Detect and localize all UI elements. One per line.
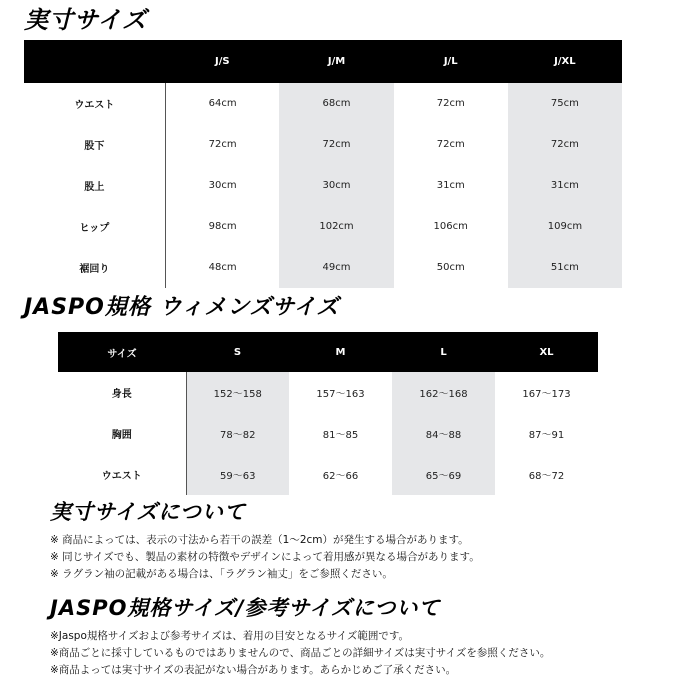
notes-title-jaspo-reference: JASPO規格サイズ/参考サイズについて bbox=[50, 596, 441, 620]
note-line: ※ 同じサイズでも、製品の素材の特徴やデザインによって着用感が異なる場合があります。 bbox=[50, 551, 480, 563]
table-cell: 167〜173 bbox=[522, 389, 571, 400]
table-row bbox=[24, 124, 622, 165]
table-cell: 152〜158 bbox=[186, 372, 289, 413]
column-header: S bbox=[186, 332, 289, 372]
section-title-actual-size: 実寸サイズ bbox=[24, 6, 148, 34]
table-row bbox=[58, 413, 598, 454]
notes-list-jaspo-reference bbox=[50, 628, 550, 679]
table-cell: 62〜66 bbox=[322, 471, 359, 482]
row-label: ウエスト bbox=[101, 471, 142, 482]
column-header bbox=[24, 40, 165, 83]
note-line: ※ ラグラン袖の記載がある場合は、「ラグラン袖丈」をご参照ください。 bbox=[50, 568, 393, 580]
row-label: 身長 bbox=[111, 389, 132, 400]
table-cell: 68〜72 bbox=[528, 471, 565, 482]
column-header: XL bbox=[495, 332, 598, 372]
table-cell: 72cm bbox=[508, 124, 622, 165]
table-header-row bbox=[58, 332, 598, 372]
table-cell: 78〜82 bbox=[186, 413, 289, 454]
note-line: ※Jaspo規格サイズおよび参考サイズは、着用の目安となるサイズ範囲です。 bbox=[50, 630, 410, 642]
table-header-row bbox=[24, 40, 622, 83]
table-cell: 106cm bbox=[433, 221, 468, 232]
notes-list-actual-size bbox=[50, 532, 480, 583]
table-row bbox=[58, 372, 598, 413]
table-cell: 65〜69 bbox=[392, 454, 495, 495]
table-cell: 30cm bbox=[165, 165, 279, 206]
table-cell: 72cm bbox=[436, 139, 465, 150]
row-label: 胸囲 bbox=[111, 430, 132, 441]
note-line: ※商品ごとに採寸しているものではありませんので、商品ごとの詳細サイズは実寸サイズを参照ください。 bbox=[50, 647, 551, 659]
table-cell: 48cm bbox=[165, 247, 279, 288]
column-header: J/S bbox=[165, 40, 279, 83]
table-cell: 72cm bbox=[436, 98, 465, 109]
table-cell: 50cm bbox=[436, 262, 465, 273]
row-label: 股上 bbox=[84, 182, 105, 193]
table-cell: 31cm bbox=[436, 180, 465, 191]
row-label: ウエスト bbox=[74, 100, 115, 111]
table-cell: 75cm bbox=[508, 83, 622, 124]
table-cell: 30cm bbox=[279, 165, 393, 206]
table-cell: 49cm bbox=[279, 247, 393, 288]
table-cell: 31cm bbox=[508, 165, 622, 206]
row-label: 股下 bbox=[84, 141, 105, 152]
actual-size-table bbox=[24, 40, 622, 288]
notes-title-actual-size: 実寸サイズについて bbox=[50, 500, 246, 524]
jaspo-size-table bbox=[58, 332, 598, 495]
column-header: L bbox=[392, 332, 495, 372]
section-title-jaspo-womens: JASPO規格 ウィメンズサイズ bbox=[24, 295, 340, 320]
table-cell: 102cm bbox=[279, 206, 393, 247]
row-label: ヒップ bbox=[79, 223, 110, 234]
table-cell: 68cm bbox=[279, 83, 393, 124]
table-cell: 72cm bbox=[165, 124, 279, 165]
table-row bbox=[24, 83, 622, 124]
table-cell: 157〜163 bbox=[316, 389, 365, 400]
note-line: ※ 商品によっては、表示の寸法から若干の誤差（1〜2cm）が発生する場合があります。 bbox=[50, 534, 469, 546]
note-line: ※商品よっては実寸サイズの表記がない場合があります。あらかじめご了承ください。 bbox=[50, 664, 457, 676]
table-row bbox=[58, 454, 598, 495]
table-cell: 87〜91 bbox=[528, 430, 565, 441]
table-cell: 162〜168 bbox=[392, 372, 495, 413]
table-cell: 84〜88 bbox=[392, 413, 495, 454]
column-header: サイズ bbox=[58, 332, 186, 372]
table-row bbox=[24, 206, 622, 247]
column-header: M bbox=[289, 332, 392, 372]
table-cell: 72cm bbox=[279, 124, 393, 165]
table-cell: 51cm bbox=[508, 247, 622, 288]
column-header: J/L bbox=[394, 40, 508, 83]
row-label: 裾回り bbox=[79, 264, 110, 275]
table-cell: 109cm bbox=[508, 206, 622, 247]
column-header: J/XL bbox=[508, 40, 622, 83]
table-row bbox=[24, 247, 622, 288]
table-cell: 98cm bbox=[165, 206, 279, 247]
table-row bbox=[24, 165, 622, 206]
column-header: J/M bbox=[279, 40, 393, 83]
table-cell: 59〜63 bbox=[186, 454, 289, 495]
table-cell: 81〜85 bbox=[322, 430, 359, 441]
table-cell: 64cm bbox=[165, 83, 279, 124]
